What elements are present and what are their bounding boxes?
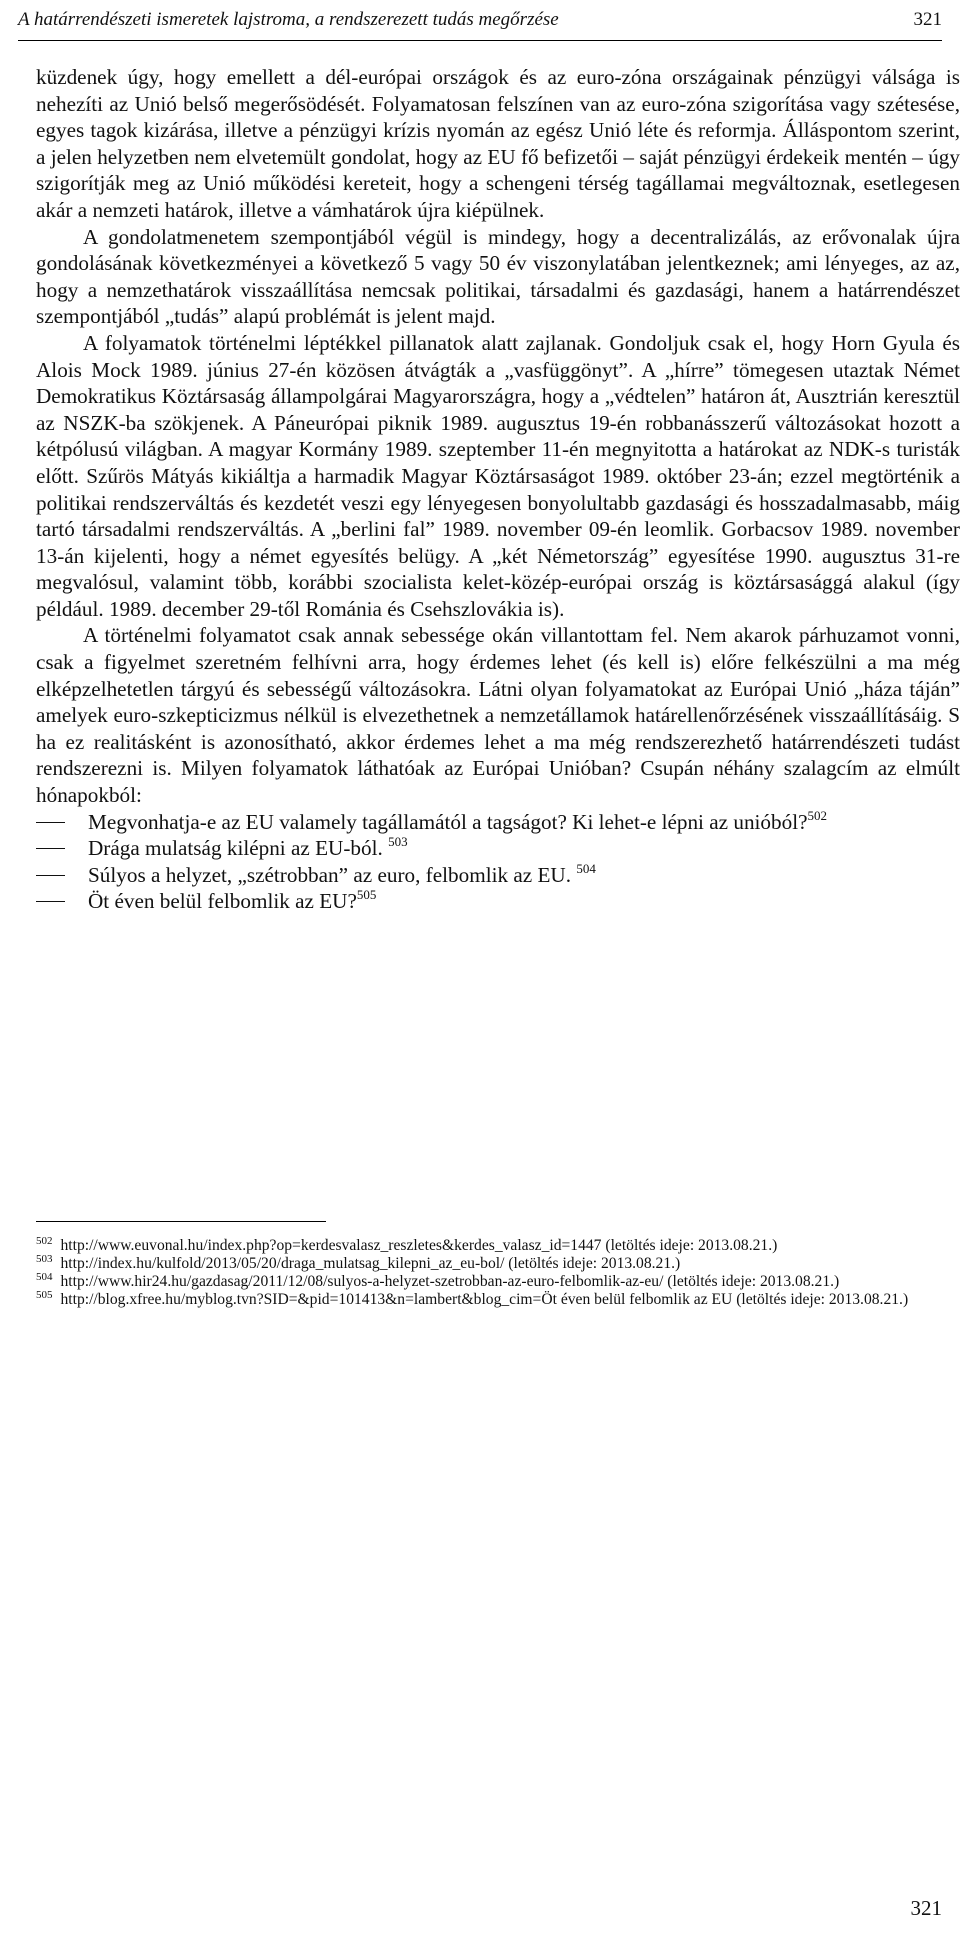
headline-list [36, 809, 960, 915]
header-title: A határrendészeti ismeretek lajstroma, a rendszerezett tudás megőrzése [18, 9, 559, 30]
footnote-ref: 503 [388, 834, 408, 850]
paragraph: A történelmi folyamatot csak annak sebessége okán villantottam fel. Nem akarok párhuzamot vonni, csak a figyelmet szeretném felhívni arra, hogy érdemes lehet (és kell is) előre felkészülni a ma még elképzelhetetlen tárgyú és sebességű változásokra. Látni olyan folyamatokat az Európai Unió „háza táján” amelyek euro-szkepticizmus nélkül is elvezethetnek a nemzetállamok határellenőrzésének visszaállításáig. S ha ez realitásként is azonosítható, akkor érdemes lehet a ma még rendszerezhető határrendészeti tudást rendszerezni is. Milyen folyamatok láthatóak az Európai Unióban? Csupán néhány szalagcím az elmúlt hónapokból: [36, 623, 960, 808]
footnote-ref: 504 [576, 860, 596, 876]
list-item: Megvonhatja-e az EU valamely tagállamától a tagságot? Ki lehet-e lépni az unióból?$^{502}$ [36, 809, 960, 836]
footnote-number: 503 [36, 1253, 53, 1265]
footnote-text: http://blog.xfree.hu/myblog.tvn?SID=&pid=101413&n=lambert&blog_cim=Öt éven belül felbomlik az EU (letöltés ideje: 2013.08.21.) [60, 1291, 909, 1308]
list-item: Drága mulatság kilépni az EU-ból. $^{503}$ [36, 835, 960, 862]
footnote-text: http://www.euvonal.hu/index.php?op=kerdesvalasz_reszletes&kerdes_valasz_id=1447 (letöltés ideje: 2013.08.21.) [60, 1237, 778, 1254]
dash-bullet [36, 875, 65, 876]
paragraph: küzdenek úgy, hogy emellett a dél-európai országok és az euro-zóna országainak pénzügyi válsága is nehezíti az Unió belső megerősödését. Folyamatosan felszínen van az euro-zóna szigorítása vagy szétesése, egyes tagok kizárása, illetve a pénzügyi krízis nyomán az egész Unió léte és reformja. Álláspontom szerint, a jelen helyzetben nem elvetemült gondolat, hogy az EU fő befizetői – saját pénzügyi érdekeik mentén – úgy szigorítják meg az Unió működési kereteit, hogy a schengeni térség tagállamai megváltoznak, esetlegesen akár a nemzeti határok, illetve a vámhatárok újra kiépülnek. [36, 65, 960, 222]
page-number: 321 [910, 1896, 942, 1920]
running-header [0, 0, 960, 44]
body-text [36, 64, 960, 915]
footnote [36, 1237, 960, 1255]
header-rule [18, 40, 942, 41]
footnote-number: 505 [36, 1289, 53, 1301]
dash-bullet [36, 901, 65, 902]
footnote-number: 504 [36, 1271, 53, 1283]
footnote-number: 502 [36, 1235, 53, 1247]
footnote-text: http://index.hu/kulfold/2013/05/20/draga_mulatsag_kilepni_az_eu-bol/ (letöltés ideje: 2013.08.21.) [60, 1255, 681, 1272]
footnote-ref: 502 [807, 807, 827, 823]
footnote-text: http://www.hir24.hu/gazdasag/2011/12/08/sulyos-a-helyzet-szetrobban-az-euro-felbomlik-az-eu/ (letöltés ideje: 2013.08.21.) [60, 1273, 840, 1290]
paragraph: A folyamatok történelmi léptékkel pillanatok alatt zajlanak. Gondoljuk csak el, hogy Horn Gyula és Alois Mock 1989. június 27-én közösen átvágták a „vasfüggönyt”. A „hírre” tömegesen utaztak Német Demokratikus Köztársaság állampolgárai Magyarországra, hogy a „védtelen” határon át, Ausztrián keresztül az NSZK-ba szökjenek. A Páneurópai piknik 1989. augusztus 19-én robbanásszerű változásokat hozott a kétpólusú világban. A magyar Kormány 1989. szeptember 11-én megnyitotta a határokat az NDK-s turisták előtt. Szűrös Mátyás kikiáltja a harmadik Magyar Köztársaságot 1989. október 23-án; ezzel megtörténik a politikai rendszerváltás és kezdetét veszi egy lényegesen bonyolultabb gazdasági és hosszadalmasabb, máig tartó társadalmi rendszerváltás. A „berlini fal” 1989. november 09-én leomlik. Gorbacsov 1989. november 13-án kijelenti, hogy a német egyesítés belügy. A „két Németország” egyesítése 1990. augusztus 31-re megvalósul, valamint több, korábbi szocialista kelet-közép-európai ország is köztársasággá alakul (így például. 1989. december 29-től Románia és Csehszlovákia is). [36, 330, 960, 621]
list-item: Öt éven belül felbomlik az EU?$^{505}$ [36, 888, 960, 915]
dash-bullet [36, 848, 65, 849]
footnote [36, 1273, 960, 1291]
paragraph: A gondolatmenetem szempontjából végül is mindegy, hogy a decentralizálás, az erővonalak újra gondolásának következményei a következő 5 vagy 50 év viszonylatában jelentkeznek; ami lényeges, az az, hogy a nemzethatárok visszaállítása nemcsak politikai, társadalmi és gazdasági, hanem a határrendészet szempontjából „tudás” alapú problémát is jelent majd. [36, 224, 960, 329]
dash-bullet [36, 822, 65, 823]
header-page-number: 321 [913, 9, 942, 30]
footnote-separator [36, 1221, 326, 1222]
footnote-ref: 505 [356, 887, 377, 903]
footnotes [36, 1237, 960, 1309]
footnote [36, 1255, 960, 1273]
list-item: Súlyos a helyzet, „szétrobban” az euro, felbomlik az EU. $^{504}$ [36, 862, 960, 889]
footnote [36, 1291, 960, 1309]
